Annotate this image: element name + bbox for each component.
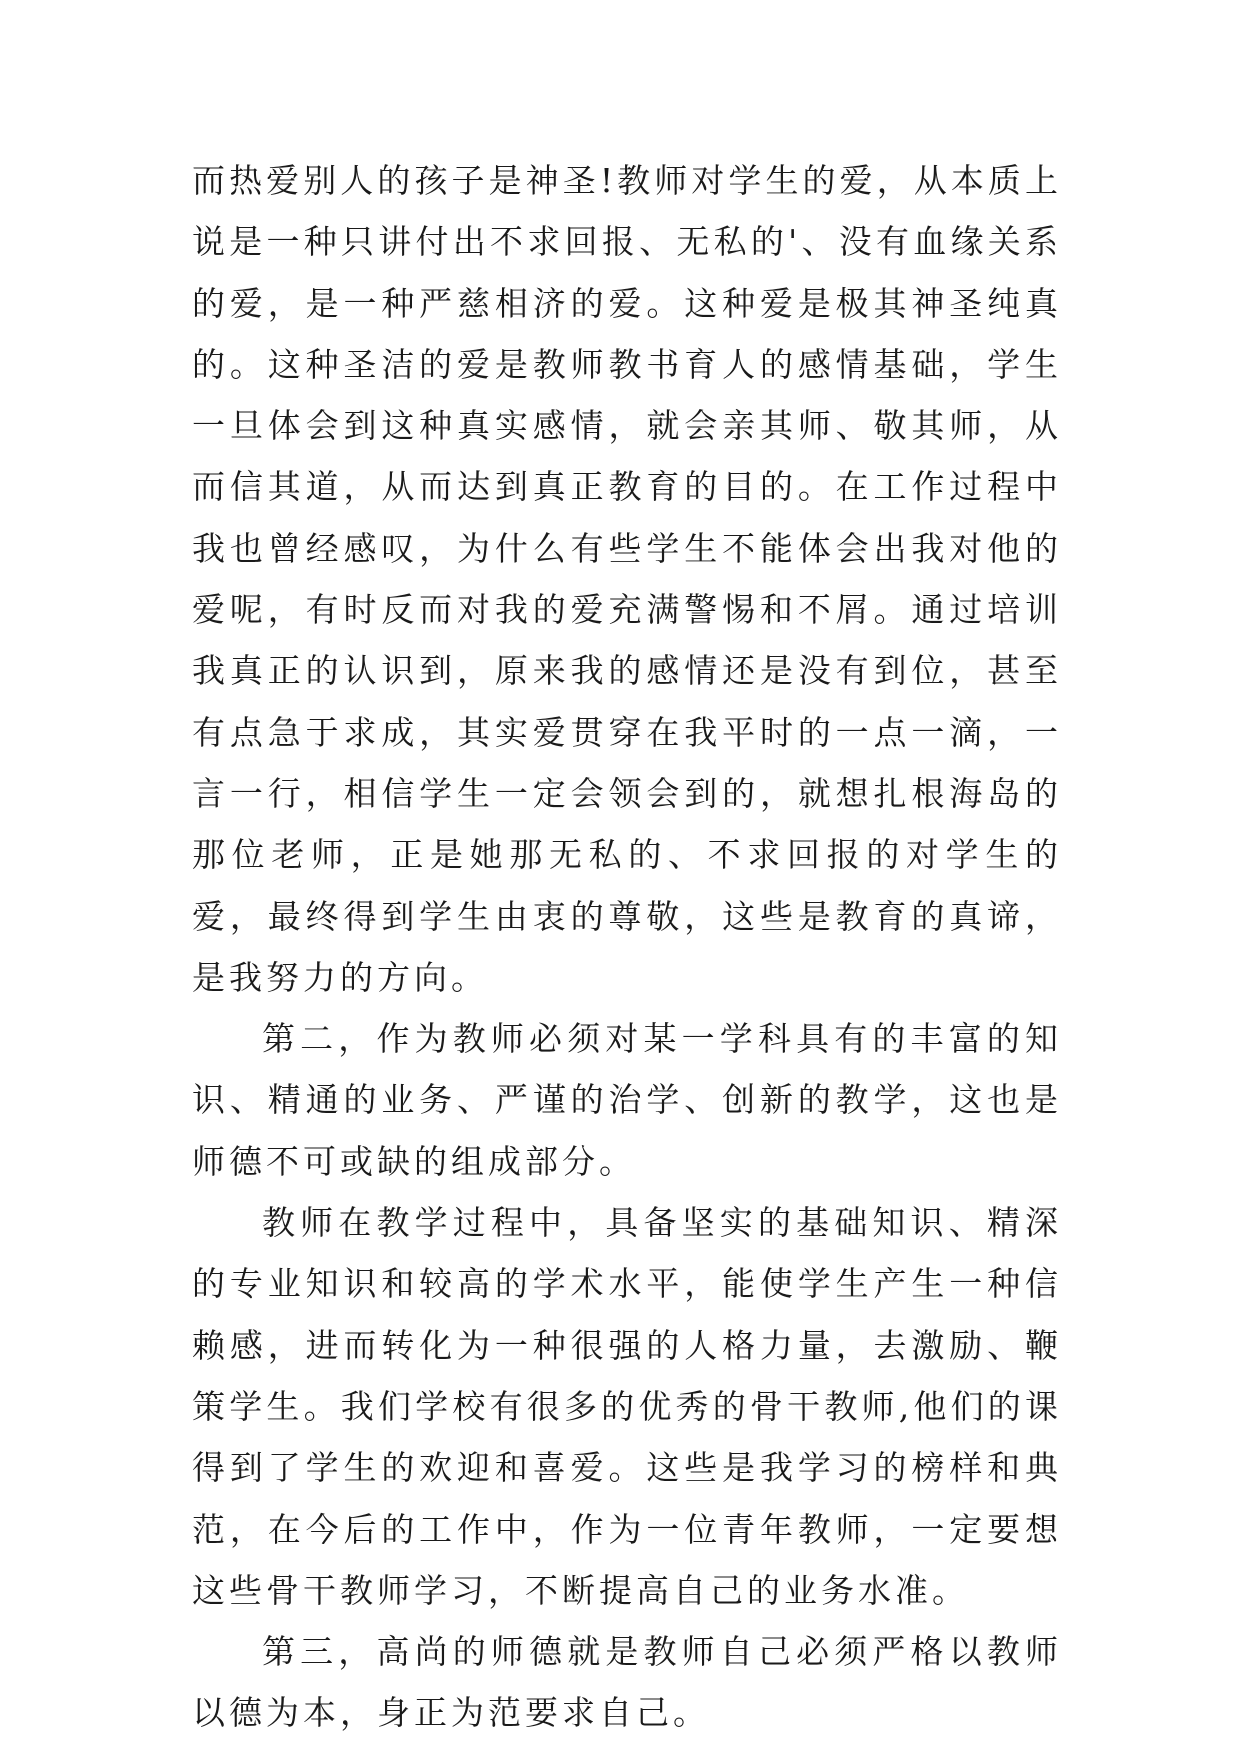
paragraph-continuation: 而热爱别人的孩子是神圣!教师对学生的爱，从本质上说是一种只讲付出不求回报、无私的'、没有血缘关系的爱，是一种严慈相济的爱。这种爱是极其神圣纯真的。这种圣洁的爱是教师教书育人的感情基础，学生一旦体会到这种真实感情，就会亲其师、敬其师，从而信其道，从而达到真正教育的目的。在工作过程中我也曾经感叹，为什么有些学生不能体会出我对他的爱呢，有时反而对我的爱充满警惕和不屑。通过培训我真正的认识到，原来我的感情还是没有到位，甚至有点急于求成，其实爱贯穿在我平时的一点一滴，一言一行，相信学生一定会领会到的，就想扎根海岛的那位老师，正是她那无私的、不求回报的对学生的爱，最终得到学生由衷的尊敬，这些是教育的真谛，是我努力的方向。 xyxy=(192,161,1062,997)
paragraph-second-point: 第二，作为教师必须对某一学科具有的丰富的知识、精通的业务、严谨的治学、创新的教学，这也是师德不可或缺的组成部分。 xyxy=(192,1019,1062,1181)
paragraph-third-point: 第三，高尚的师德就是教师自己必须严格以教师以德为本，身正为范要求自己。 xyxy=(192,1632,1062,1733)
document-page xyxy=(192,150,1062,1744)
paragraph-teaching-knowledge: 教师在教学过程中，具备坚实的基础知识、精深的专业知识和较高的学术水平，能使学生产生一种信赖感，进而转化为一种很强的人格力量，去激励、鞭策学生。我们学校有很多的优秀的骨干教师,他们的课得到了学生的欢迎和喜爱。这些是我学习的榜样和典范，在今后的工作中，作为一位青年教师，一定要想这些骨干教师学习，不断提高自己的业务水准。 xyxy=(192,1203,1062,1610)
